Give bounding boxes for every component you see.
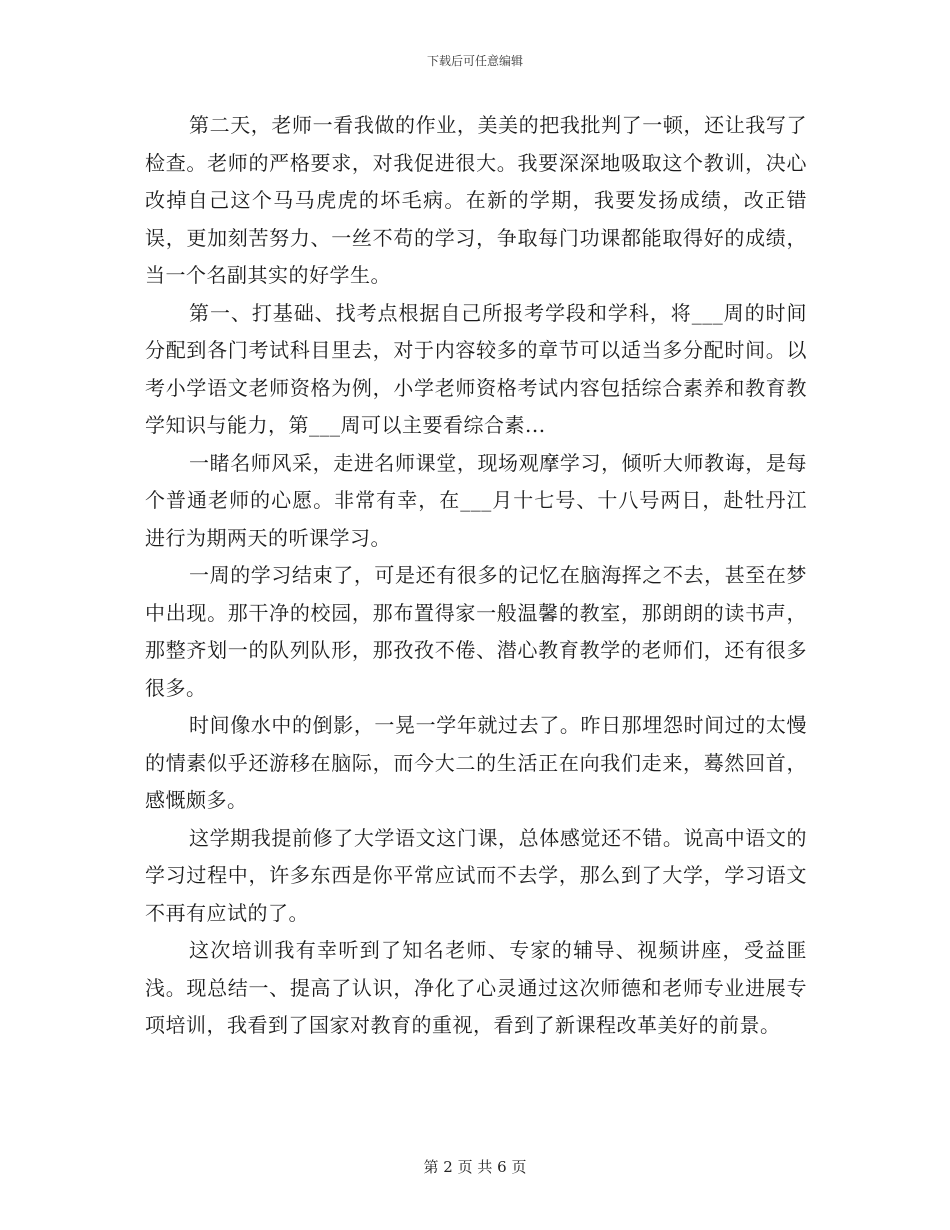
paragraph-1: 第二天，老师一看我做的作业，美美的把我批判了一顿，还让我写了检查。老师的严格要求，对我促进很大。我要深深地吸取这个教训，决心改掉自己这个马马虎虎的坏毛病。在新的学期，我要发扬成绩，改正错误，更加刻苦努力、一丝不苟的学习，争取每门功课都能取得好的成绩，当一个名副其实的好学生。 — [145, 113, 807, 287]
paragraph-7: 这次培训我有幸听到了知名老师、专家的辅导、视频讲座，受益匪浅。现总结一、提高了认识，净化了心灵通过这次师德和老师专业进展专项培训，我看到了国家对教育的重视，看到了新课程改革美好的前景。 — [145, 938, 807, 1037]
page-header: 下载后可任意编辑 — [426, 54, 523, 68]
paragraph-6: 这学期我提前修了大学语文这门课，总体感觉还不错。说高中语文的学习过程中，许多东西是你平常应试而不去学，那么到了大学，学习语文不再有应试的了。 — [145, 825, 807, 925]
paragraph-4: 一周的学习结束了，可是还有很多的记忆在脑海挥之不去，甚至在梦中出现。那干净的校园，那布置得家一般温馨的教室，那朗朗的读书声，那整齐划一的队列队形，那孜孜不倦、潜心教育教学的老师们，还有很多很多。 — [145, 563, 807, 700]
paragraph-3: 一睹名师风采，走进名师课堂，现场观摩学习，倾听大师教诲，是每个普通老师的心愿。非常有幸，在___月十七号、十八号两日，赴牡丹江进行为期两天的听课学习。 — [145, 450, 807, 550]
paragraph-5: 时间像水中的倒影，一晃一学年就过去了。昨日那埋怨时间过的太慢的情素似乎还游移在脑际，而今大二的生活正在向我们走来，蓦然回首，感慨颇多。 — [145, 713, 807, 812]
paragraph-2: 第一、打基础、找考点根据自己所报考学段和学科，将___周的时间分配到各门考试科目里去，对于内容较多的章节可以适当多分配时间。以考小学语文老师资格为例，小学老师资格考试内容包括综合素养和教育教学知识与能力，第___周可以主要看综合素... — [145, 300, 807, 437]
page-number: 第 2 页 共 6 页 — [423, 1158, 527, 1176]
document-body — [145, 107, 807, 1045]
